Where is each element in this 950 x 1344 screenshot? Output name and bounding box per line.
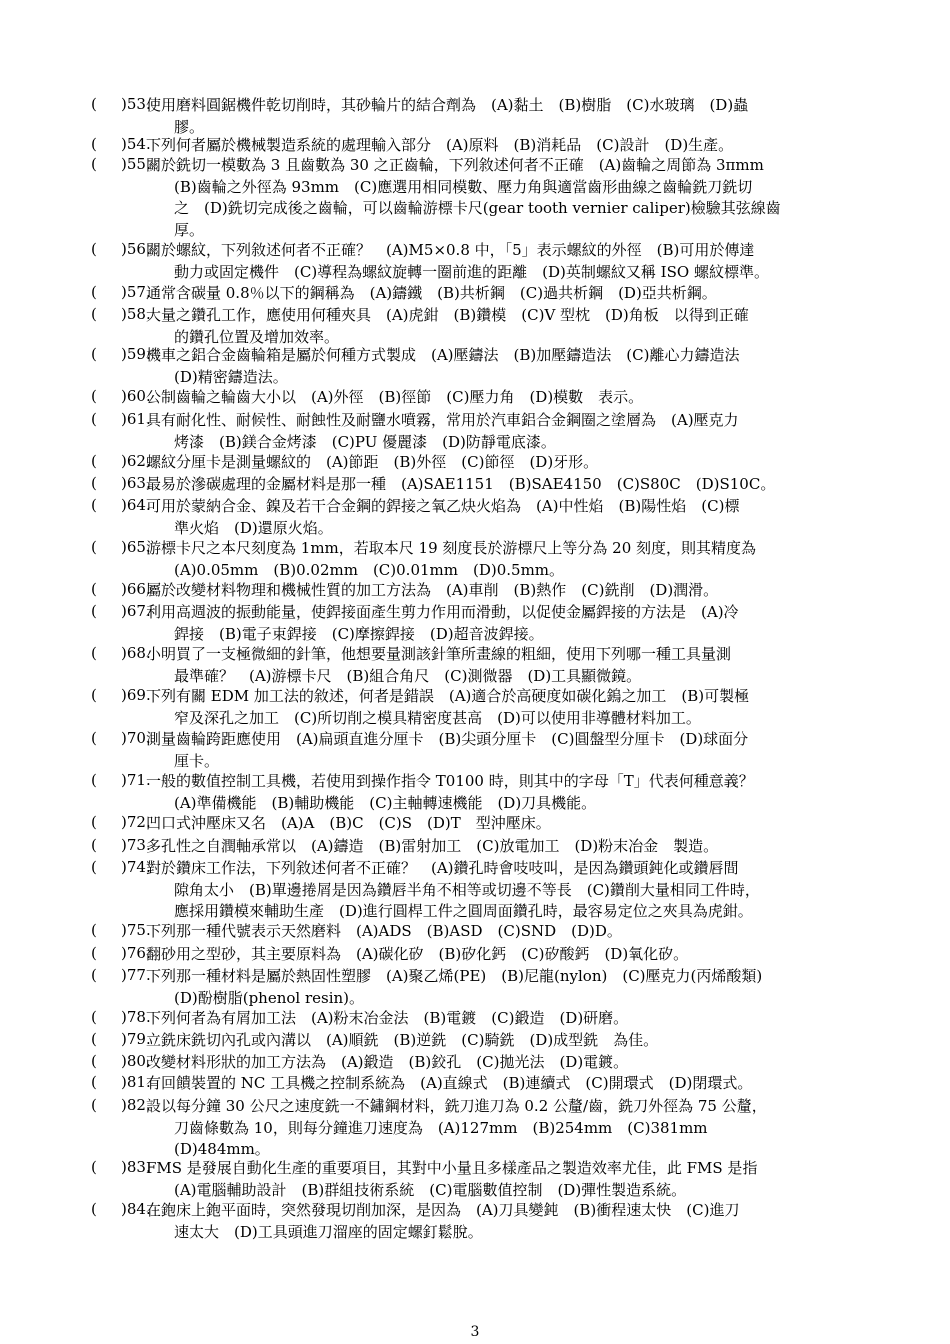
question-text-line: 通常含碳量 0.8％以下的鋼稱為 (A)鑄鐵 (B)共析鋼 (C)過共析鋼 (D)亞共析鋼。 (146, 284, 717, 302)
question-73 (91, 836, 861, 858)
question-number: )75. (121, 921, 151, 939)
question-text-line: 準火焰 (D)還原火焰。 (174, 518, 333, 537)
question-text-line: (A)電腦輔助設計 (B)群組技術系統 (C)電腦數值控制 (D)彈性製造系統。 (174, 1180, 687, 1199)
answer-blank: ( (91, 966, 97, 984)
answer-blank: ( (91, 410, 97, 428)
question-61 (91, 410, 861, 453)
answer-blank: ( (91, 240, 97, 258)
question-63 (91, 474, 861, 496)
question-59 (91, 345, 861, 388)
question-number: )81. (121, 1073, 151, 1091)
question-text-line: 烤漆 (B)鎂合金烤漆 (C)PU 優麗漆 (D)防靜電底漆。 (174, 432, 556, 451)
question-72 (91, 813, 861, 835)
question-number: )61. (121, 410, 151, 428)
question-text-line: 應採用鑽模來輔助生產 (D)進行圓桿工件之圓周面鑽孔時，最容易定位之夾具為虎鉗。 (174, 902, 753, 920)
question-text-line: 關於螺紋，下列敘述何者不正確？ (A)M5×0.8 中，「5」表示螺紋的外徑 (B)可用於傳達 (146, 241, 755, 259)
question-number: )59. (121, 345, 151, 363)
answer-blank: ( (91, 1073, 97, 1091)
question-number: )64. (121, 496, 151, 514)
question-58 (91, 305, 861, 348)
question-81 (91, 1073, 861, 1095)
question-84 (91, 1200, 861, 1243)
answer-blank: ( (91, 686, 97, 704)
question-text-line: 下列有關 EDM 加工法的敘述，何者是錯誤 (A)適合於高硬度如碳化鎢之加工 (B)可製極 (146, 687, 750, 705)
question-79 (91, 1030, 861, 1052)
question-69 (91, 686, 861, 729)
answer-blank: ( (91, 95, 97, 113)
question-number: )74. (121, 858, 151, 876)
question-text-line: (A)準備機能 (B)輔助機能 (C)主軸轉速機能 (D)刀具機能。 (174, 793, 597, 812)
question-number: )58. (121, 305, 151, 323)
question-text-line: FMS 是發展自動化生產的重要項目，其對中小量且多樣產品之製造效率尤佳，此 FMS 是指 (146, 1159, 758, 1177)
question-80 (91, 1052, 861, 1074)
question-number: )79. (121, 1030, 151, 1048)
question-text-line: 下列那一種材料是屬於熱固性塑膠 (A)聚乙烯(PE) (B)尼龍(nylon) (C)壓克力(丙烯酸類) (146, 967, 763, 985)
answer-blank: ( (91, 813, 97, 831)
question-55 (91, 155, 861, 241)
answer-blank: ( (91, 345, 97, 363)
question-57 (91, 283, 861, 305)
question-text-line: (D)484mm。 (174, 1140, 270, 1158)
answer-blank: ( (91, 155, 97, 173)
question-text-line: 最準確？ (A)游標卡尺 (B)組合角尺 (C)測微器 (D)工具顯微鏡。 (174, 666, 642, 685)
question-text-line: 螺紋分厘卡是測量螺紋的 (A)節距 (B)外徑 (C)節徑 (D)牙形。 (146, 453, 599, 471)
question-74 (91, 858, 861, 923)
question-54 (91, 135, 861, 157)
question-text-line: 膠。 (174, 117, 205, 136)
question-text-line: 設以每分鐘 30 公尺之速度銑一不鏽鋼材料，銑刀進刀為 0.2 公釐/齒，銑刀外徑為 75 公釐， (146, 1097, 767, 1115)
question-text-line: 大量之鑽孔工作，應使用何種夾具 (A)虎鉗 (B)鑽模 (C)V 型枕 (D)角板 以得到正確 (146, 306, 749, 324)
question-number: )66. (121, 580, 151, 598)
question-text-line: 下列何者為有屑加工法 (A)粉末冶金法 (B)電鍍 (C)鍛造 (D)研磨。 (146, 1009, 629, 1027)
question-text-line: 公制齒輪之輪齒大小以 (A)外徑 (B)徑節 (C)壓力角 (D)模數 表示。 (146, 388, 644, 406)
question-number: )67. (121, 602, 151, 620)
question-text-line: 對於鑽床工作法，下列敘述何者不正確？ (A)鑽孔時會吱吱叫，是因為鑽頭鈍化或鑽唇間 (146, 859, 739, 877)
question-text-line: (D)精密鑄造法。 (174, 367, 288, 386)
question-text-line: (D)酚樹脂(phenol resin)。 (174, 988, 365, 1007)
answer-blank: ( (91, 305, 97, 323)
question-text-line: 凹口式沖壓床又名 (A)A (B)C (C)S (D)T 型沖壓床。 (146, 814, 551, 832)
question-text-line: (B)齒輪之外徑為 93mm (C)應選用相同模數、壓力角與適當齒形曲線之齒輪銑刀銑切 (174, 177, 753, 196)
question-number: )68. (121, 644, 151, 662)
question-70 (91, 729, 861, 772)
question-77 (91, 966, 861, 1009)
answer-blank: ( (91, 1158, 97, 1176)
question-text-line: 關於銑切一模數為 3 且齒數為 30 之正齒輪，下列敘述何者不正確 (A)齒輪之周節為 3πmm (146, 156, 764, 174)
answer-blank: ( (91, 944, 97, 962)
answer-blank: ( (91, 135, 97, 153)
question-text-line: 下列何者屬於機械製造系統的處理輸入部分 (A)原料 (B)消耗品 (C)設計 (D)生產。 (146, 136, 734, 154)
question-text-line: 最易於滲碳處理的金屬材料是那一種 (A)SAE1151 (B)SAE4150 (C)S80C (D)S10C。 (146, 475, 776, 493)
question-text-line: 厘卡。 (174, 751, 220, 770)
question-text-line: 利用高週波的振動能量，使銲接面產生剪力作用而滑動，以促使金屬銲接的方法是 (A)冷 (146, 603, 739, 621)
answer-blank: ( (91, 1008, 97, 1026)
question-text-line: 測量齒輪跨距應使用 (A)扁頭直進分厘卡 (B)尖頭分厘卡 (C)圓盤型分厘卡 (D)球面分 (146, 730, 749, 748)
question-number: )54. (121, 135, 151, 153)
question-56 (91, 240, 861, 283)
question-text-line: 多孔性之自潤軸承常以 (A)鑄造 (B)雷射加工 (C)放電加工 (D)粉末冶金 製造。 (146, 837, 719, 855)
answer-blank: ( (91, 1200, 97, 1218)
question-number: )72. (121, 813, 151, 831)
question-66 (91, 580, 861, 602)
question-text-line: 銲接 (B)電子束銲接 (C)摩擦銲接 (D)超音波銲接。 (174, 624, 544, 643)
answer-blank: ( (91, 387, 97, 405)
question-number: )53. (121, 95, 151, 113)
question-number: )65. (121, 538, 151, 556)
question-text-line: 動力或固定機件 (C)導程為螺紋旋轉一圈前進的距離 (D)英制螺紋又稱 ISO 螺紋標準。 (174, 262, 769, 281)
answer-blank: ( (91, 496, 97, 514)
page-number: 3 (470, 1324, 480, 1340)
question-number: )82. (121, 1096, 151, 1114)
question-number: )63. (121, 474, 151, 492)
question-64 (91, 496, 861, 539)
answer-blank: ( (91, 729, 97, 747)
question-75 (91, 921, 861, 943)
question-text-line: 一般的數值控制工具機，若使用到操作指令 T0100 時，則其中的字母「T」代表何種意義？ (146, 772, 754, 790)
question-53 (91, 95, 861, 138)
question-text-line: 下列那一種代號表示天然磨料 (A)ADS (B)ASD (C)SND (D)D。 (146, 922, 622, 940)
question-60 (91, 387, 861, 409)
answer-blank: ( (91, 858, 97, 876)
question-76 (91, 944, 861, 966)
answer-blank: ( (91, 283, 97, 301)
question-number: )73. (121, 836, 151, 854)
question-text-line: 改變材料形狀的加工方法為 (A)鍛造 (B)鉸孔 (C)拋光法 (D)電鍍。 (146, 1053, 629, 1071)
question-number: )71. (121, 771, 151, 789)
question-text-line: 屬於改變材料物理和機械性質的加工方法為 (A)車削 (B)熱作 (C)銑削 (D)潤滑。 (146, 581, 719, 599)
answer-blank: ( (91, 474, 97, 492)
answer-blank: ( (91, 771, 97, 789)
question-67 (91, 602, 861, 645)
question-text-line: 速太大 (D)工具頭進刀溜座的固定螺釘鬆脫。 (174, 1222, 483, 1241)
question-65 (91, 538, 861, 581)
question-text-line: 翻砂用之型砂，其主要原料為 (A)碳化矽 (B)矽化鈣 (C)矽酸鈣 (D)氧化矽。 (146, 945, 689, 963)
answer-blank: ( (91, 602, 97, 620)
question-68 (91, 644, 861, 687)
question-text-line: 可用於蒙納合金、鎳及若干合金鋼的銲接之氧乙炔火焰為 (A)中性焰 (B)陽性焰 (C)標 (146, 497, 740, 515)
question-number: )62. (121, 452, 151, 470)
answer-blank: ( (91, 1096, 97, 1114)
question-number: )77. (121, 966, 151, 984)
question-text-line: 厚。 (174, 220, 205, 239)
question-78 (91, 1008, 861, 1030)
question-text-line: 之 (D)銑切完成後之齒輪，可以齒輪游標卡尺(gear tooth vernier caliper)檢驗其弦線齒 (174, 199, 781, 217)
question-text-line: 具有耐化性、耐候性、耐蝕性及耐鹽水噴霧，常用於汽車鋁合金鋼圈之塗層為 (A)壓克力 (146, 411, 739, 429)
question-number: )80. (121, 1052, 151, 1070)
question-number: )57. (121, 283, 151, 301)
answer-blank: ( (91, 644, 97, 662)
answer-blank: ( (91, 538, 97, 556)
question-number: )69. (121, 686, 151, 704)
question-text-line: (A)0.05mm (B)0.02mm (C)0.01mm (D)0.5mm。 (174, 560, 565, 579)
question-62 (91, 452, 861, 474)
question-number: )76. (121, 944, 151, 962)
question-text-line: 使用磨料圓鋸機件乾切削時，其砂輪片的結合劑為 (A)黏土 (B)樹脂 (C)水玻璃 (D)蟲 (146, 96, 749, 114)
question-text-line: 隙角太小 (B)單邊捲屑是因為鑽唇半角不相等或切邊不等長 (C)鑽削大量相同工件時， (174, 880, 760, 899)
question-number: )70. (121, 729, 151, 747)
question-82 (91, 1096, 861, 1161)
question-number: )55. (121, 155, 151, 173)
question-text-line: 窄及深孔之加工 (C)所切削之模具精密度甚高 (D)可以使用非導體材料加工。 (174, 708, 701, 727)
answer-blank: ( (91, 921, 97, 939)
answer-blank: ( (91, 836, 97, 854)
question-number: )60. (121, 387, 151, 405)
question-83 (91, 1158, 861, 1201)
question-text-line: 游標卡尺之本尺刻度為 1mm，若取本尺 19 刻度長於游標尺上等分為 20 刻度，則其精度為 (146, 539, 757, 557)
question-text-line: 機車之鋁合金齒輪箱是屬於何種方式製成 (A)壓鑄法 (B)加壓鑄造法 (C)離心力鑄造法 (146, 346, 740, 364)
question-text-line: 有回饋裝置的 NC 工具機之控制系統為 (A)直線式 (B)連續式 (C)開環式 (D)閉環式。 (146, 1074, 753, 1092)
question-text-line: 在鉋床上鉋平面時，突然發現切削加深，是因為 (A)刀具變鈍 (B)衝程速太快 (C)進刀 (146, 1201, 740, 1219)
answer-blank: ( (91, 452, 97, 470)
question-text-line: 刀齒條數為 10，則每分鐘進刀速度為 (A)127mm (B)254mm (C)381mm (174, 1118, 708, 1137)
answer-blank: ( (91, 580, 97, 598)
question-number: )78. (121, 1008, 151, 1026)
question-number: )84. (121, 1200, 151, 1218)
question-number: )56. (121, 240, 151, 258)
answer-blank: ( (91, 1052, 97, 1070)
question-text-line: 的鑽孔位置及增加效率。 (174, 327, 340, 346)
question-71 (91, 771, 861, 814)
question-text-line: 立銑床銑切內孔或內溝以 (A)順銑 (B)逆銑 (C)騎銑 (D)成型銑 為佳。 (146, 1031, 659, 1049)
question-text-line: 小明買了一支極微細的針筆，他想要量測該針筆所畫線的粗細，使用下列哪一種工具量測 (146, 645, 732, 663)
question-number: )83. (121, 1158, 151, 1176)
answer-blank: ( (91, 1030, 97, 1048)
